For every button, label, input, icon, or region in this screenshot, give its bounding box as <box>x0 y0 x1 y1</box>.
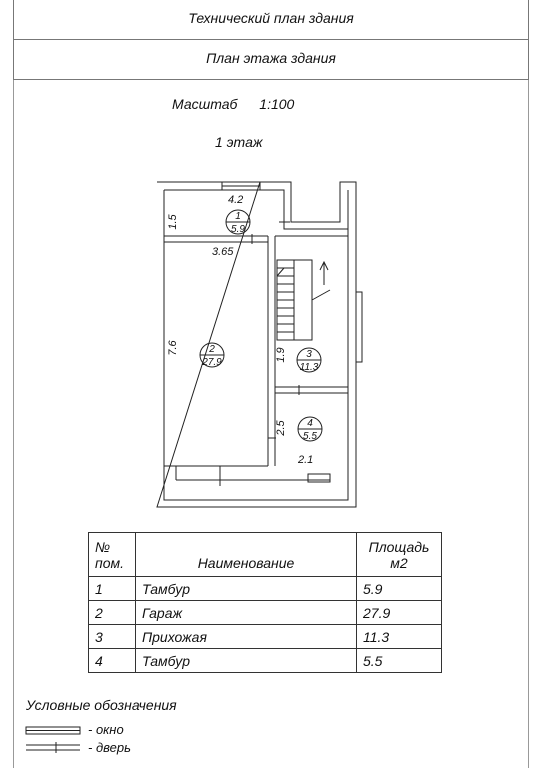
room-4-area: 5.5 <box>303 431 317 442</box>
header-number: № пом. <box>89 533 136 577</box>
row-3-number: 3 <box>89 625 136 649</box>
row-4-area: 5.5 <box>357 649 442 673</box>
row-4-name: Тамбур <box>136 649 357 673</box>
document-subtitle: План этажа здания <box>13 40 529 80</box>
window-bottom <box>308 474 330 482</box>
table-header-row <box>89 533 442 577</box>
row-3-name: Прихожая <box>136 625 357 649</box>
row-1-number: 1 <box>89 577 136 601</box>
dim-4-2: 4.2 <box>228 194 244 206</box>
garage-gate <box>164 466 330 480</box>
dim-3-65: 3.65 <box>212 246 234 258</box>
room-4-number: 4 <box>307 418 313 429</box>
row-1-name: Тамбур <box>136 577 357 601</box>
scale-label: Масштаб <box>172 96 238 112</box>
table-row <box>89 625 442 649</box>
rooms-table <box>88 532 442 673</box>
header-area: Площадь м2 <box>357 533 442 577</box>
floor-label: 1 этаж <box>215 134 263 150</box>
header-name: Наименование <box>136 533 357 577</box>
legend-title: Условные обозначения <box>26 697 177 713</box>
room-1-number: 1 <box>235 211 241 222</box>
dim-2-1: 2.1 <box>298 454 314 466</box>
row-2-area: 27.9 <box>357 601 442 625</box>
dim-1-9: 1.9 <box>275 347 287 363</box>
row-2-number: 2 <box>89 601 136 625</box>
stairs <box>277 260 330 340</box>
room-3-number: 3 <box>306 349 312 360</box>
table-row <box>89 577 442 601</box>
legend-door-label: - дверь <box>88 740 131 755</box>
document-title: Технический план здания <box>13 0 529 40</box>
dim-1-5: 1.5 <box>167 214 179 230</box>
room-2-number: 2 <box>209 344 215 355</box>
row-3-area: 11.3 <box>357 625 442 649</box>
scale-value: 1:100 <box>259 96 295 112</box>
room-1-area: 5.9 <box>231 224 245 235</box>
outer-wall <box>157 182 356 507</box>
table-row <box>89 601 442 625</box>
legend-window-label: - окно <box>88 722 124 737</box>
partition-3-4 <box>275 387 348 393</box>
table-row <box>89 649 442 673</box>
row-2-name: Гараж <box>136 601 357 625</box>
room-3-area: 11.3 <box>299 362 319 373</box>
dim-7-6: 7.6 <box>167 340 179 356</box>
dim-2-5: 2.5 <box>275 420 287 436</box>
window-right <box>356 292 362 362</box>
partition-2-3 <box>268 236 275 466</box>
row-4-number: 4 <box>89 649 136 673</box>
row-1-area: 5.9 <box>357 577 442 601</box>
room-2-area: 27.9 <box>202 357 222 368</box>
